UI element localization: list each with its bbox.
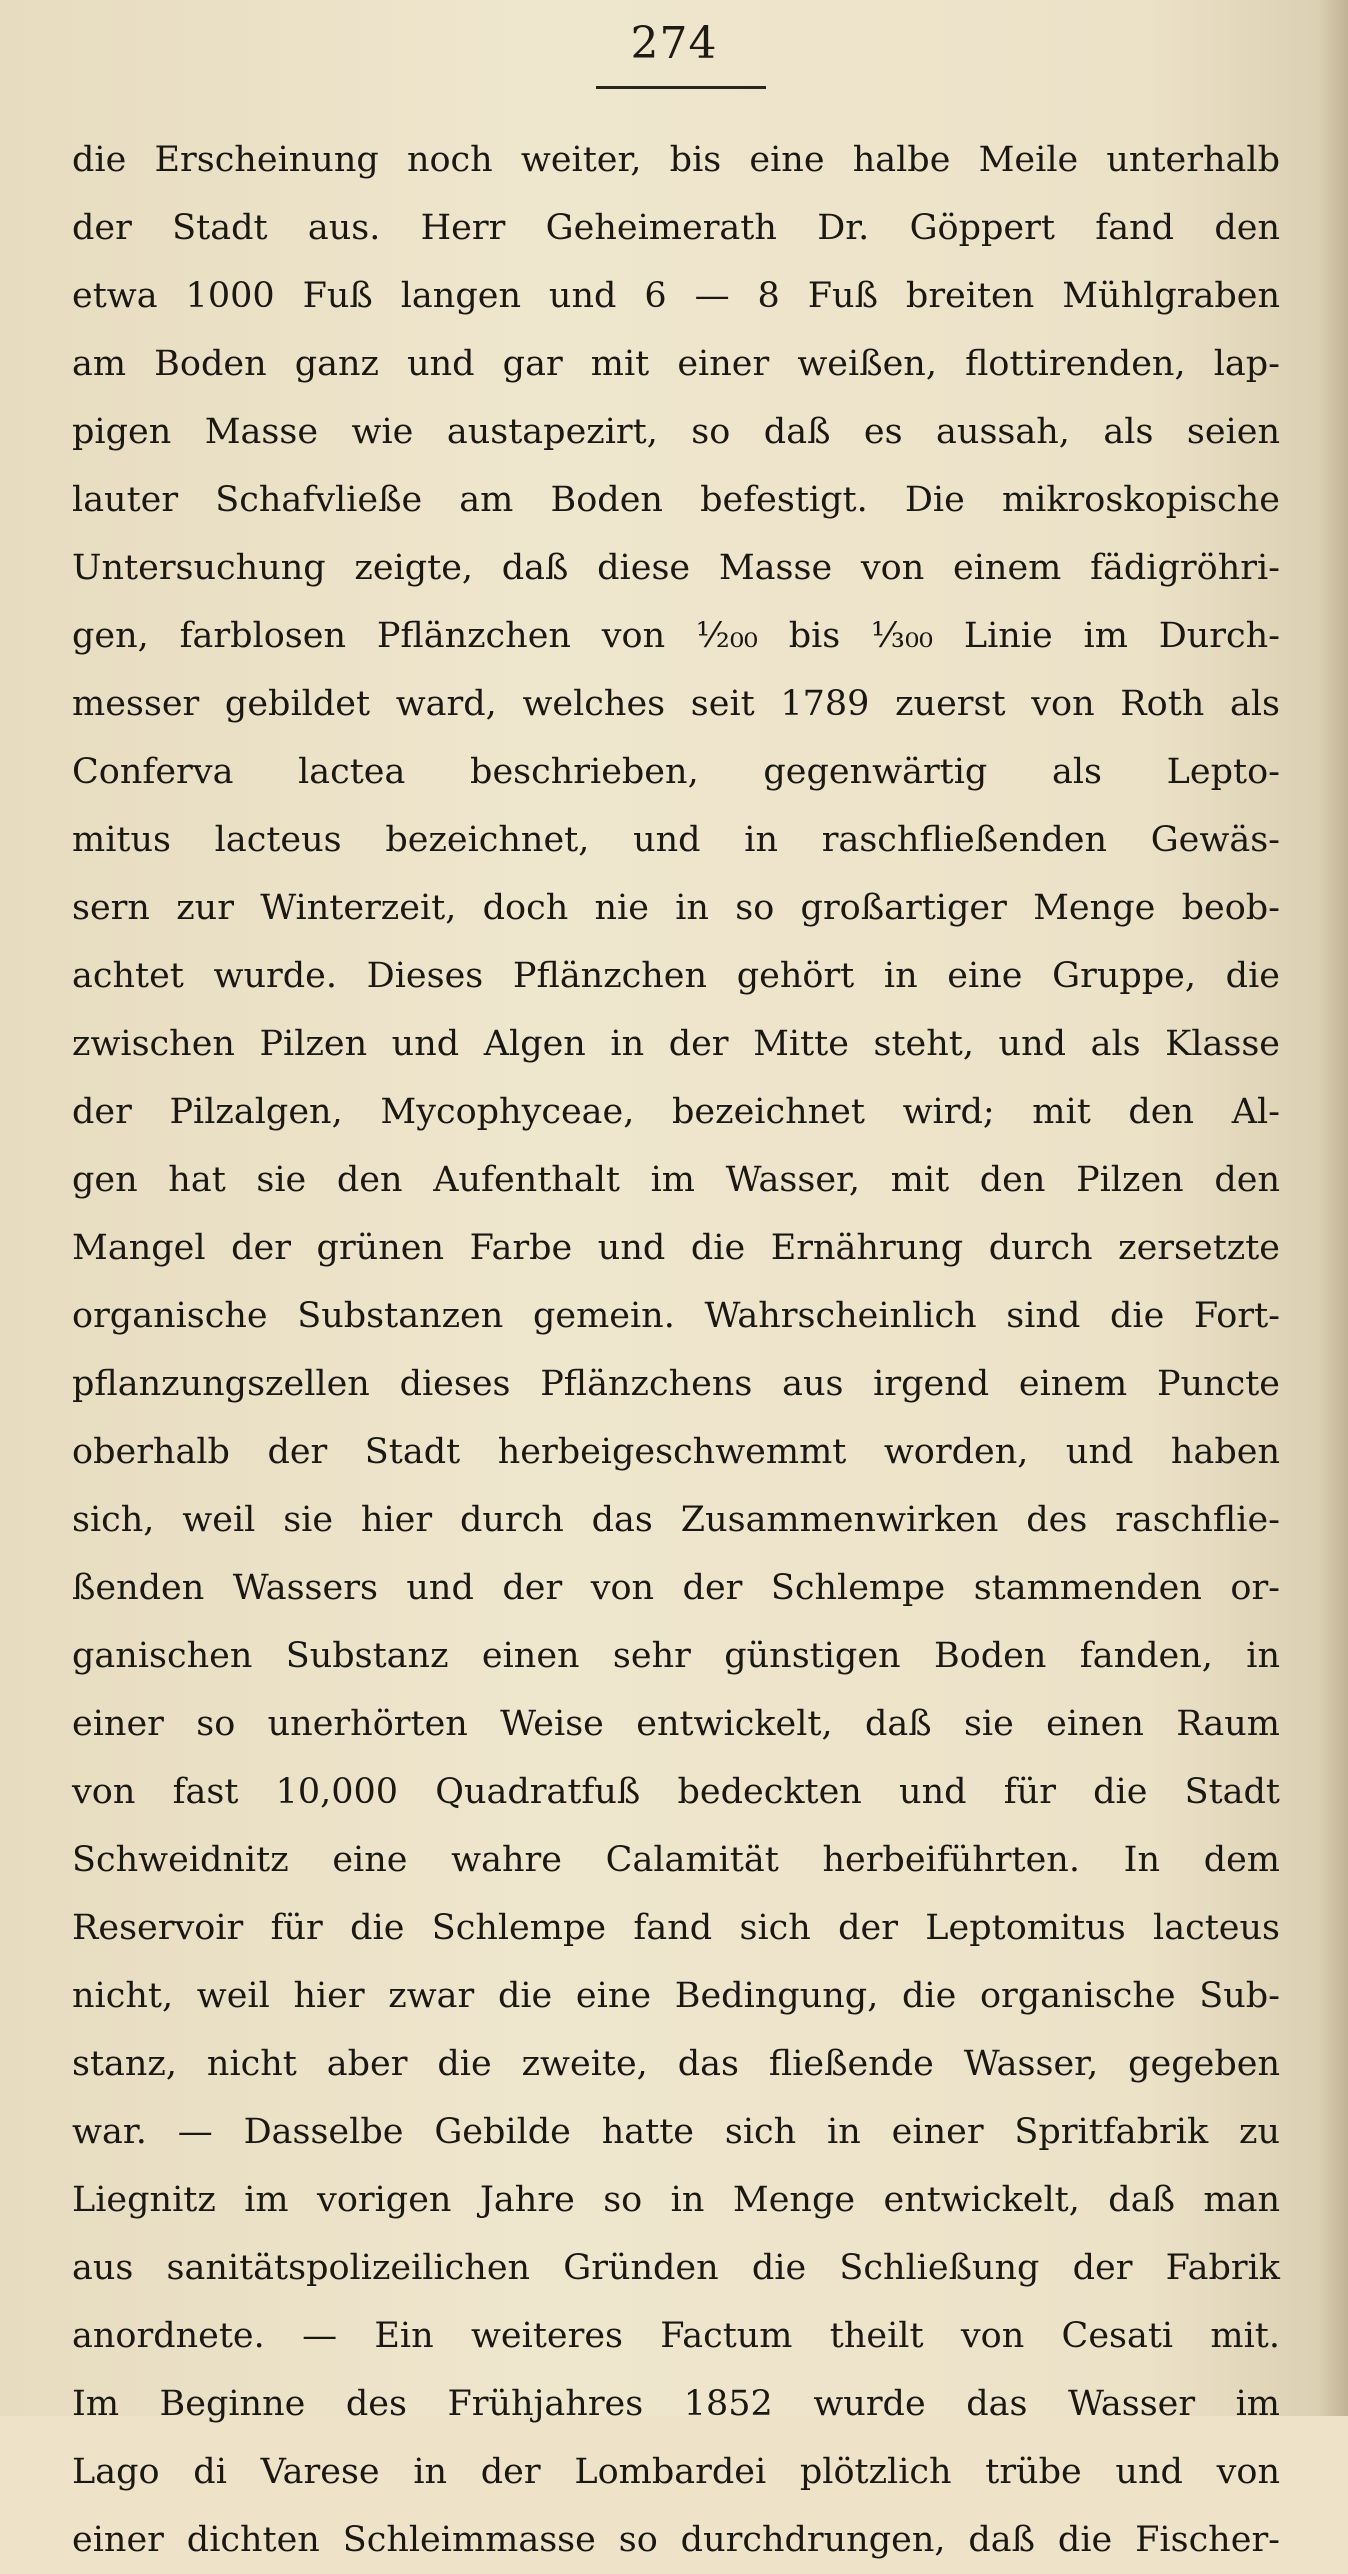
text-line-19: pflanzungszellen dieses Pflänzchens aus irgend einem Puncte (72, 1364, 1280, 1404)
page-number-rule (596, 86, 766, 89)
text-line-27: Reservoir für die Schlempe fand sich der Leptomitus lacteus (72, 1908, 1280, 1948)
text-line-1: die Erscheinung noch weiter, bis eine halbe Meile unterhalb (72, 140, 1280, 180)
text-line-12: sern zur Winterzeit, doch nie in so großartiger Menge beob- (72, 888, 1280, 928)
text-line-16: gen hat sie den Aufenthalt im Wasser, mit den Pilzen den (72, 1160, 1280, 1200)
text-line-29: stanz, nicht aber die zweite, das fließende Wasser, gegeben (72, 2044, 1280, 2084)
text-line-14: zwischen Pilzen und Algen in der Mitte steht, und als Klasse (72, 1024, 1280, 1064)
text-line-30: war. — Dasselbe Gebilde hatte sich in einer Spritfabrik zu (72, 2112, 1280, 2152)
text-line-6: lauter Schafvließe am Boden befestigt. Die mikroskopische (72, 480, 1280, 520)
text-line-28: nicht, weil hier zwar die eine Bedingung, die organische Sub- (72, 1976, 1280, 2016)
text-line-22: ßenden Wassers und der von der Schlempe stammenden or- (72, 1568, 1280, 1608)
page-number: 274 (630, 18, 718, 69)
text-line-8: gen, farblosen Pflänzchen von ¹⁄₂₀₀ bis ¹⁄₃₀₀ Linie im Durch- (72, 616, 1280, 656)
text-line-2: der Stadt aus. Herr Geheimerath Dr. Göppert fand den (72, 208, 1280, 248)
text-line-25: von fast 10,000 Quadratfuß bedeckten und für die Stadt (72, 1772, 1280, 1812)
text-line-9: messer gebildet ward, welches seit 1789 zuerst von Roth als (72, 684, 1280, 724)
text-line-11: mitus lacteus bezeichnet, und in raschfließenden Gewäs- (72, 820, 1280, 860)
text-line-21: sich, weil sie hier durch das Zusammenwirken des raschflie- (72, 1500, 1280, 1540)
text-line-10: Conferva lactea beschrieben, gegenwärtig als Lepto- (72, 752, 1280, 792)
text-line-34: Im Beginne des Frühjahres 1852 wurde das Wasser im (72, 2384, 1280, 2424)
text-line-17: Mangel der grünen Farbe und die Ernährung durch zersetzte (72, 1228, 1280, 1268)
text-line-4: am Boden ganz und gar mit einer weißen, flottirenden, lap- (72, 344, 1280, 384)
text-line-23: ganischen Substanz einen sehr günstigen Boden fanden, in (72, 1636, 1280, 1676)
text-line-7: Untersuchung zeigte, daß diese Masse von einem fädigröhri- (72, 548, 1280, 588)
text-line-18: organische Substanzen gemein. Wahrscheinlich sind die Fort- (72, 1296, 1280, 1336)
text-line-33: anordnete. — Ein weiteres Factum theilt von Cesati mit. (72, 2316, 1280, 2356)
page-edge-shadow (1318, 0, 1348, 2416)
text-line-13: achtet wurde. Dieses Pflänzchen gehört in eine Gruppe, die (72, 956, 1280, 996)
text-line-32: aus sanitätspolizeilichen Gründen die Schließung der Fabrik (72, 2248, 1280, 2288)
text-line-5: pigen Masse wie austapezirt, so daß es aussah, als seien (72, 412, 1280, 452)
text-line-36: einer dichten Schleimmasse so durchdrungen, daß die Fischer- (72, 2520, 1280, 2560)
text-line-31: Liegnitz im vorigen Jahre so in Menge entwickelt, daß man (72, 2180, 1280, 2220)
text-line-3: etwa 1000 Fuß langen und 6 — 8 Fuß breiten Mühlgraben (72, 276, 1280, 316)
text-line-15: der Pilzalgen, Mycophyceae, bezeichnet wird; mit den Al- (72, 1092, 1280, 1132)
text-line-20: oberhalb der Stadt herbeigeschwemmt worden, und haben (72, 1432, 1280, 1472)
text-line-24: einer so unerhörten Weise entwickelt, daß sie einen Raum (72, 1704, 1280, 1744)
text-line-26: Schweidnitz eine wahre Calamität herbeiführten. In dem (72, 1840, 1280, 1880)
body-text (72, 126, 1280, 2574)
text-line-35: Lago di Varese in der Lombardei plötzlich trübe und von (72, 2452, 1280, 2492)
